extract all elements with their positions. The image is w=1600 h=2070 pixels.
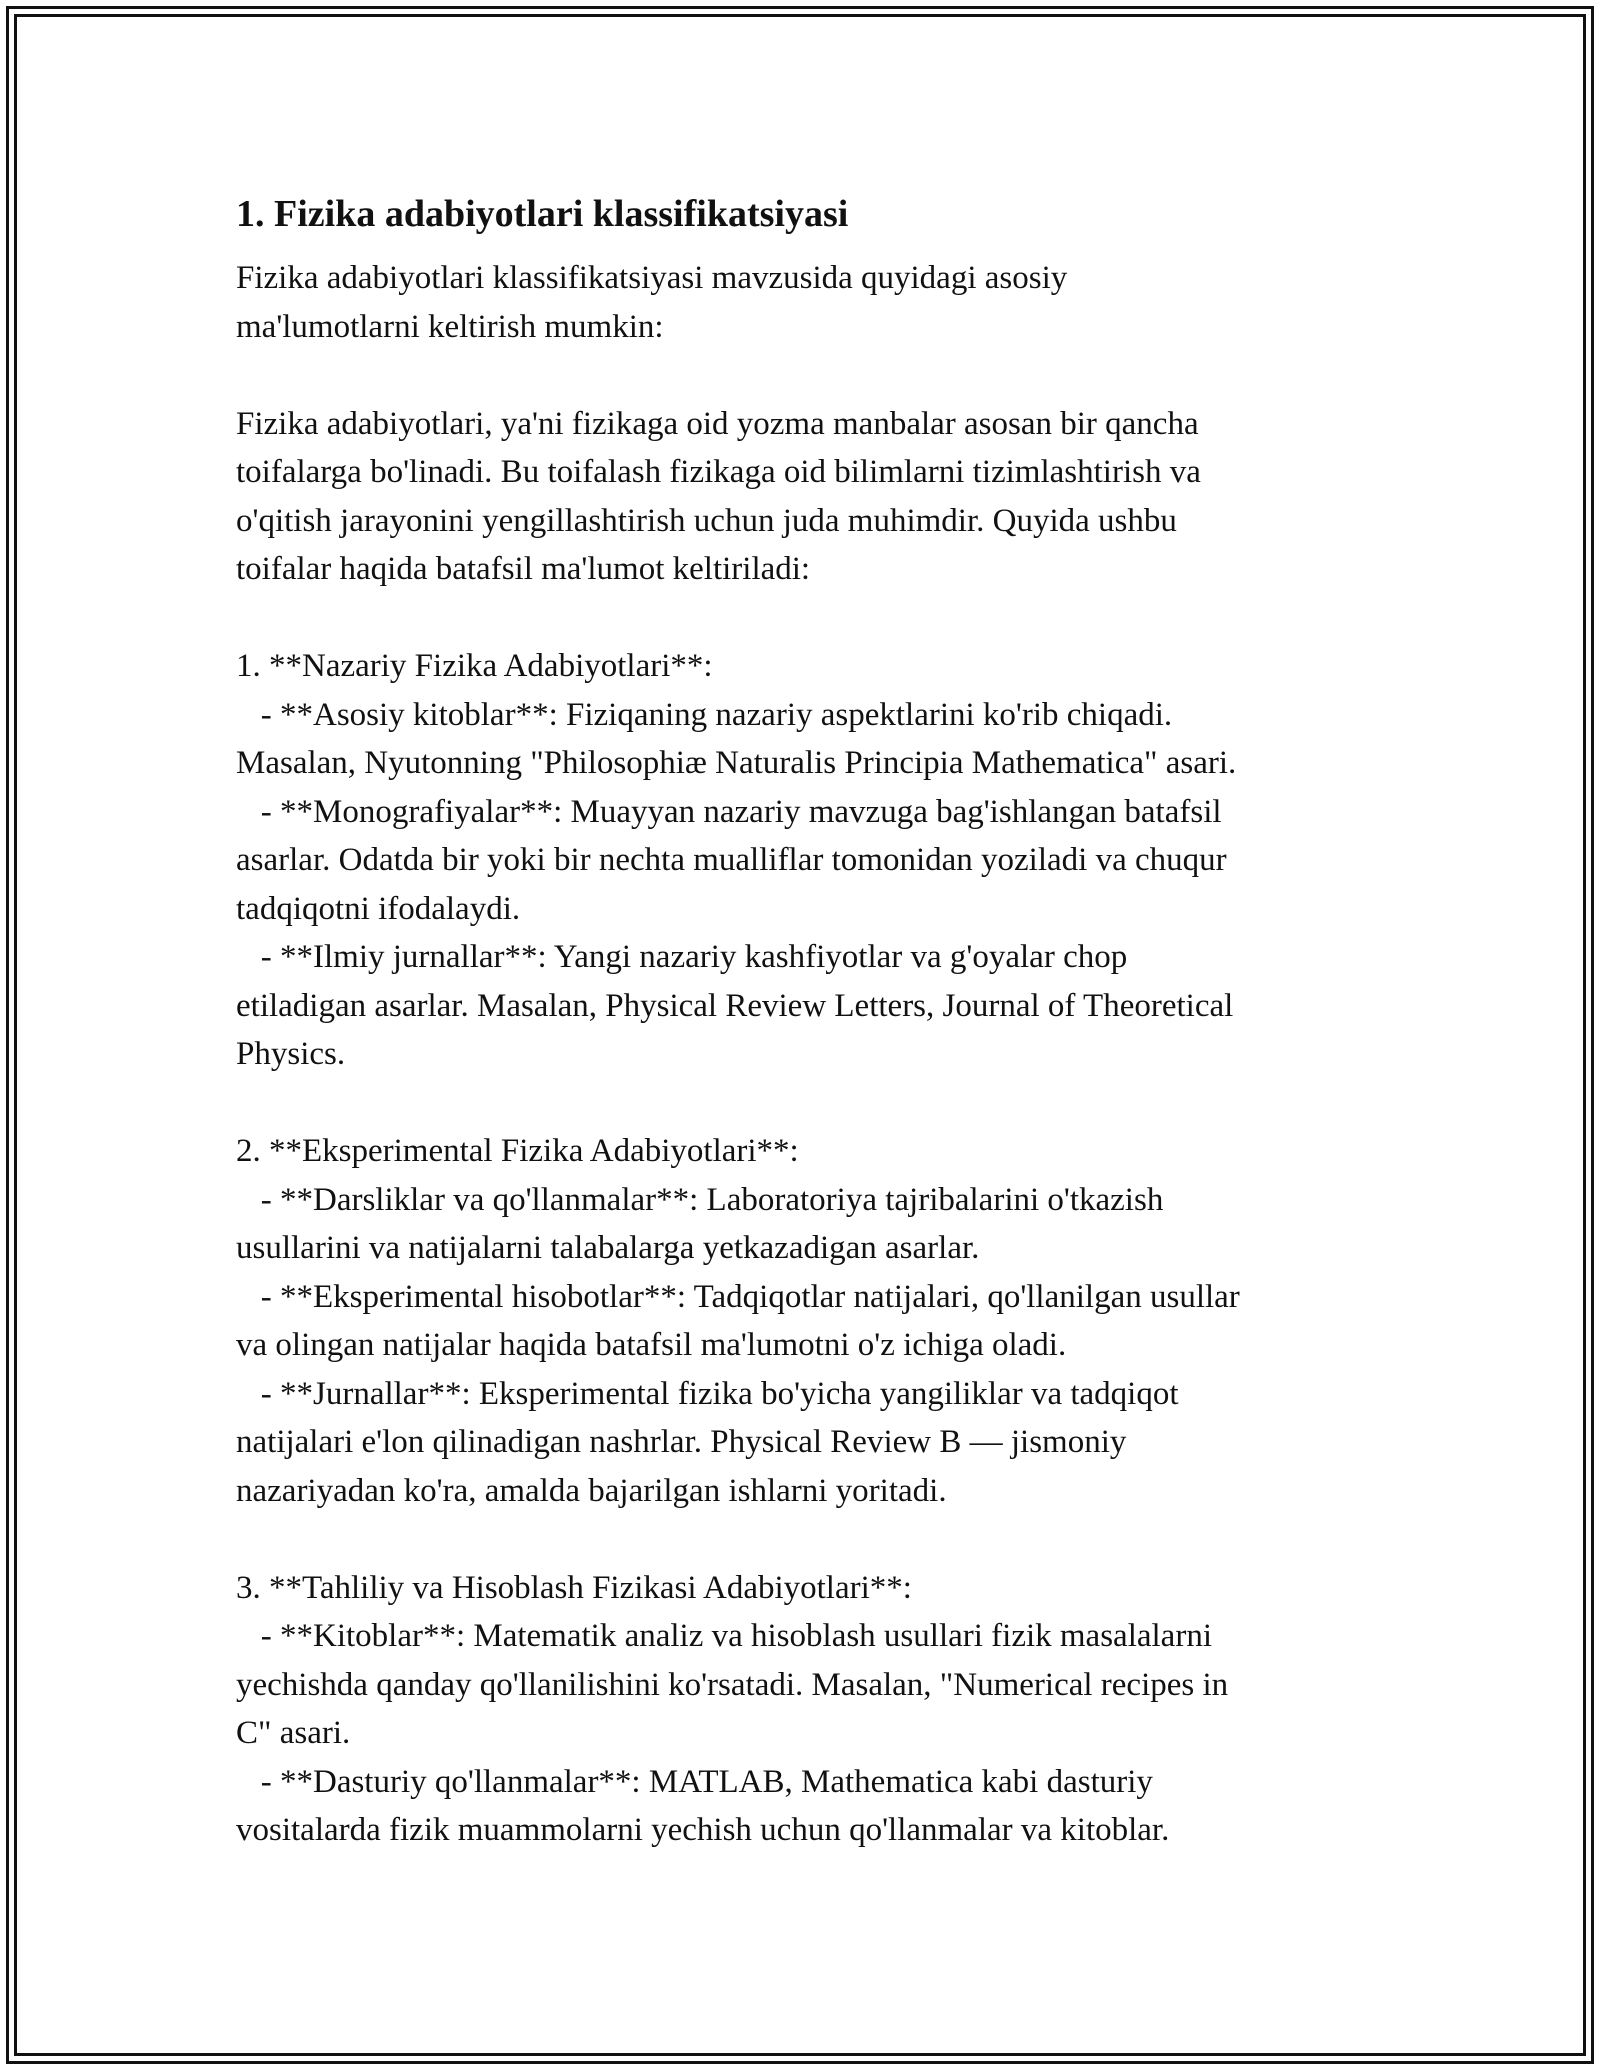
list-item: - **Darsliklar va qo'llanmalar**: Laboratoriya tajribalarini o'tkazish usullarini va natijalarni talabalarga yetkazadigan asarlar.: [236, 1181, 1164, 1266]
section-title: 3. **Tahliliy va Hisoblash Fizikasi Adabiyotlari**:: [236, 1569, 912, 1606]
paragraph-gap: [236, 594, 1376, 643]
list-item: - **Ilmiy jurnallar**: Yangi nazariy kashfiyotlar va g'oyalar chop etiladigan asarlar. Masalan, Physical Review Letters, Journal of Theoretical Physics.: [236, 939, 1234, 1072]
list-item: - **Asosiy kitoblar**: Fiziqaning nazariy aspektlarini ko'rib chiqadi. Masalan, Nyutonning "Philosophiæ Naturalis Principia Mathematica" asari.: [236, 696, 1237, 781]
intro-paragraph: Fizika adabiyotlari klassifikatsiyasi mavzusida quyidagi asosiy ma'lumotlarni keltirish mumkin:: [236, 260, 1068, 345]
section-title: 2. **Eksperimental Fizika Adabiyotlari**:: [236, 1133, 799, 1169]
section-experimental: [236, 1127, 1376, 1515]
list-item: - **Jurnallar**: Eksperimental fizika bo'yicha yangiliklar va tadqiqot natijalari e'lon qilinadigan nashrlar. Physical Review B — jismoniy nazariyadan ko'ra, amalda bajarilgan ishlarni yoritadi.: [236, 1375, 1179, 1509]
overview-paragraph: Fizika adabiyotlari, ya'ni fizikaga oid yozma manbalar asosan bir qancha toifalarga bo'linadi. Bu toifalash fizikaga oid bilimlarni tizimlashtirish va o'qitish jarayonini yengillashtirish uchun juda muhimdir. Quyida ushbu toifalar haqida batafsil ma'lumot keltiriladi:: [236, 405, 1201, 587]
list-item: - **Eksperimental hisobotlar**: Tadqiqotlar natijalari, qo'llanilgan usullar va olingan natijalar haqida batafsil ma'lumotni o'z ichiga oladi.: [236, 1278, 1240, 1363]
page-title: 1. Fizika adabiyotlari klassifikatsiyasi: [236, 193, 849, 235]
section-title: 1. **Nazariy Fizika Adabiyotlari**:: [236, 648, 713, 684]
section-theoretical: [236, 642, 1376, 1079]
paragraph-gap: [236, 351, 1376, 400]
section-computational: [236, 1564, 1376, 1855]
list-item: - **Monografiyalar**: Muayyan nazariy mavzuga bag'ishlangan batafsil asarlar. Odatda bir yoki bir nechta mualliflar tomonidan yoziladi va chuqur tadqiqotni ifodalaydi.: [236, 793, 1227, 927]
paragraph-gap: [236, 1515, 1376, 1564]
document-body: [236, 188, 1376, 1855]
list-item: - **Dasturiy qo'llanmalar**: MATLAB, Mathematica kabi dasturiy vositalarda fizik muammolarni yechish uchun qo'llanmalar va kitoblar.: [236, 1763, 1170, 1848]
paragraph-gap: [236, 1079, 1376, 1128]
list-item: - **Kitoblar**: Matematik analiz va hisoblash usullari fizik masalalarni yechishda qanday qo'llanilishini ko'rsatadi. Masalan, "Numerical recipes in C" asari.: [236, 1618, 1229, 1751]
